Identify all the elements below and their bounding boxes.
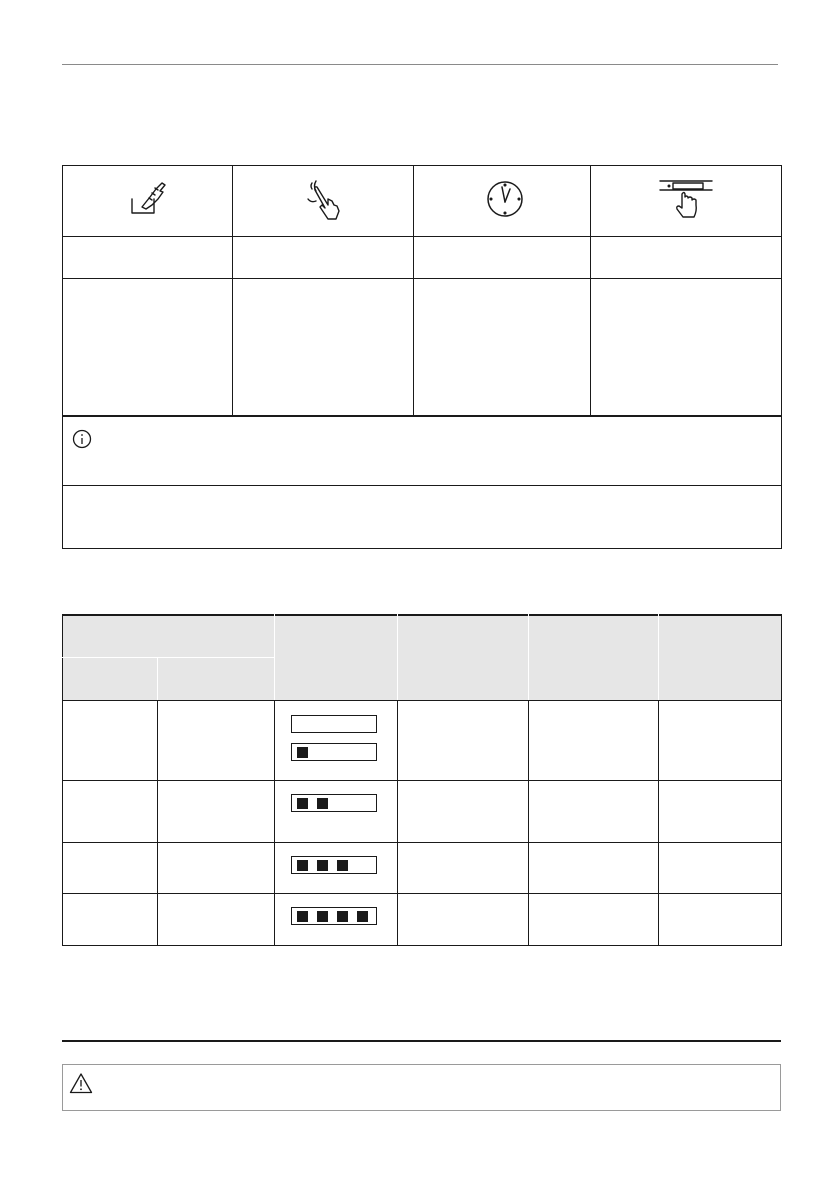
- level-segment: [297, 798, 308, 809]
- level-indicator-2: [291, 794, 377, 812]
- section-divider: [62, 1040, 781, 1042]
- touch-gesture-icon: [304, 177, 346, 223]
- warning-box: [62, 1064, 781, 1111]
- panel-touch-icon: [658, 178, 714, 220]
- level-segment: [337, 911, 348, 922]
- level-segment: [317, 911, 328, 922]
- level-segment: [317, 860, 328, 871]
- header-divider: [62, 64, 778, 65]
- clock-icon: [485, 179, 525, 219]
- level-segment: [297, 911, 308, 922]
- level-segment: [337, 860, 348, 871]
- level-segment: [297, 747, 308, 758]
- level-segment: [357, 911, 368, 922]
- level-indicator-1: [291, 743, 377, 761]
- level-segment: [297, 860, 308, 871]
- level-indicator-4: [291, 907, 377, 925]
- warning-triangle-icon: [69, 1072, 93, 1094]
- hand-in-container-icon: [128, 179, 168, 219]
- level-segment: [317, 798, 328, 809]
- symbols-table: [62, 165, 782, 549]
- level-indicator-0: [291, 715, 377, 733]
- info-circle-icon: [72, 429, 92, 449]
- levels-table: [62, 614, 782, 946]
- level-indicator-3: [291, 856, 377, 874]
